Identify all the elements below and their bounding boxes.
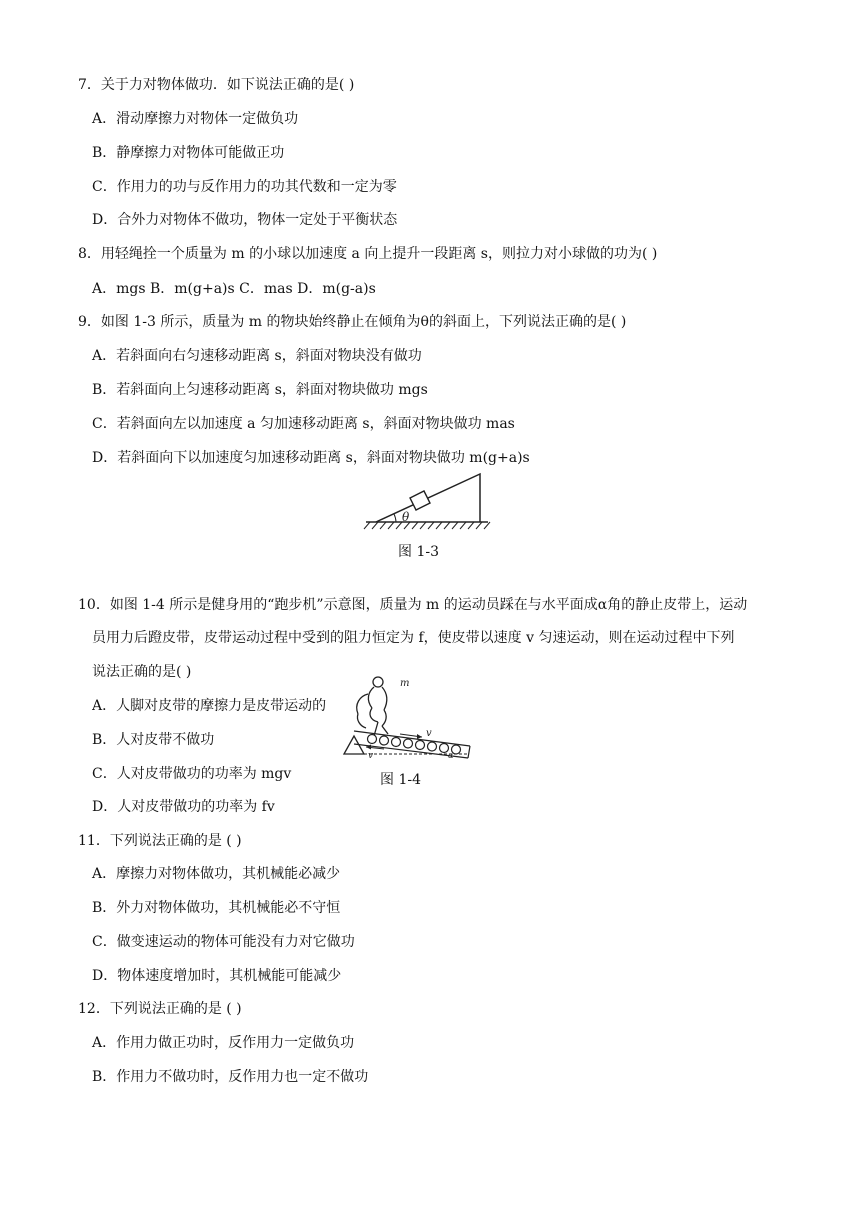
- figure-treadmill-v-top: v: [426, 728, 432, 739]
- q9-stem: 9．如图 1-3 所示，质量为 m 的物块始终静止在倾角为θ的斜面上，下列说法正确的是( ): [78, 314, 627, 330]
- q11-option-a: A．摩擦力对物体做功，其机械能必减少: [92, 866, 341, 882]
- q10-stem-line3: 说法正确的是( ): [92, 664, 192, 680]
- figure-incline-theta: θ: [402, 510, 410, 524]
- q10-option-a: A．人脚对皮带的摩擦力是皮带运动的: [92, 698, 327, 714]
- q12-stem: 12．下列说法正确的是 ( ): [78, 1001, 242, 1017]
- q7-option-c: C．作用力的功与反作用力的功其代数和一定为零: [92, 179, 397, 195]
- q11-option-d: D．物体速度增加时，其机械能可能减少: [92, 968, 342, 984]
- q8-options: A．mgs B．m(g+a)s C．mas D．m(g-a)s: [92, 281, 376, 297]
- q11-stem: 11．下列说法正确的是 ( ): [78, 833, 242, 849]
- q9-option-d: D．若斜面向下以加速度匀加速移动距离 s，斜面对物块做功 m(g+a)s: [92, 450, 530, 466]
- q12-option-b: B．作用力不做功时，反作用力也一定不做功: [92, 1069, 369, 1085]
- q10-stem-line2: 员用力后蹬皮带，皮带运动过程中受到的阻力恒定为 f，使皮带以速度 v 匀速运动，则在运动过程中下列: [92, 630, 735, 646]
- figure-1-4-caption: 图 1-4: [380, 772, 421, 788]
- q10-option-b: B．人对皮带不做功: [92, 732, 215, 748]
- q7-option-a: A．滑动摩擦力对物体一定做负功: [92, 111, 299, 127]
- q9-option-c: C．若斜面向左以加速度 a 匀加速移动距离 s，斜面对物块做功 mas: [92, 416, 515, 432]
- figure-1-3-caption: 图 1-3: [398, 544, 439, 560]
- figure-treadmill: [338, 676, 474, 760]
- q12-option-a: A．作用力做正功时，反作用力一定做负功: [92, 1035, 355, 1051]
- figure-incline: [362, 472, 492, 530]
- q9-option-b: B．若斜面向上匀速移动距离 s，斜面对物块做功 mgs: [92, 382, 428, 398]
- q10-option-c: C．人对皮带做功的功率为 mgv: [92, 766, 292, 782]
- figure-treadmill-alpha: α: [448, 751, 454, 760]
- figure-treadmill-v-bottom: v: [368, 751, 374, 760]
- q10-stem-line1: 10．如图 1-4 所示是健身用的“跑步机”示意图，质量为 m 的运动员踩在与水平面成α角的静止皮带上，运动: [78, 597, 748, 613]
- q9-option-a: A．若斜面向右匀速移动距离 s，斜面对物块没有做功: [92, 348, 422, 364]
- q7-option-b: B．静摩擦力对物体可能做正功: [92, 145, 285, 161]
- q11-option-c: C．做变速运动的物体可能没有力对它做功: [92, 934, 355, 950]
- figure-treadmill-m: m: [400, 678, 410, 689]
- q8-stem: 8．用轻绳拴一个质量为 m 的小球以加速度 a 向上提升一段距离 s，则拉力对小球做的功为( ): [78, 246, 658, 262]
- q7-stem: 7．关于力对物体做功．如下说法正确的是( ): [78, 77, 355, 93]
- q10-option-d: D．人对皮带做功的功率为 fv: [92, 799, 275, 815]
- q7-option-d: D．合外力对物体不做功，物体一定处于平衡状态: [92, 212, 398, 228]
- q11-option-b: B．外力对物体做功，其机械能必不守恒: [92, 900, 341, 916]
